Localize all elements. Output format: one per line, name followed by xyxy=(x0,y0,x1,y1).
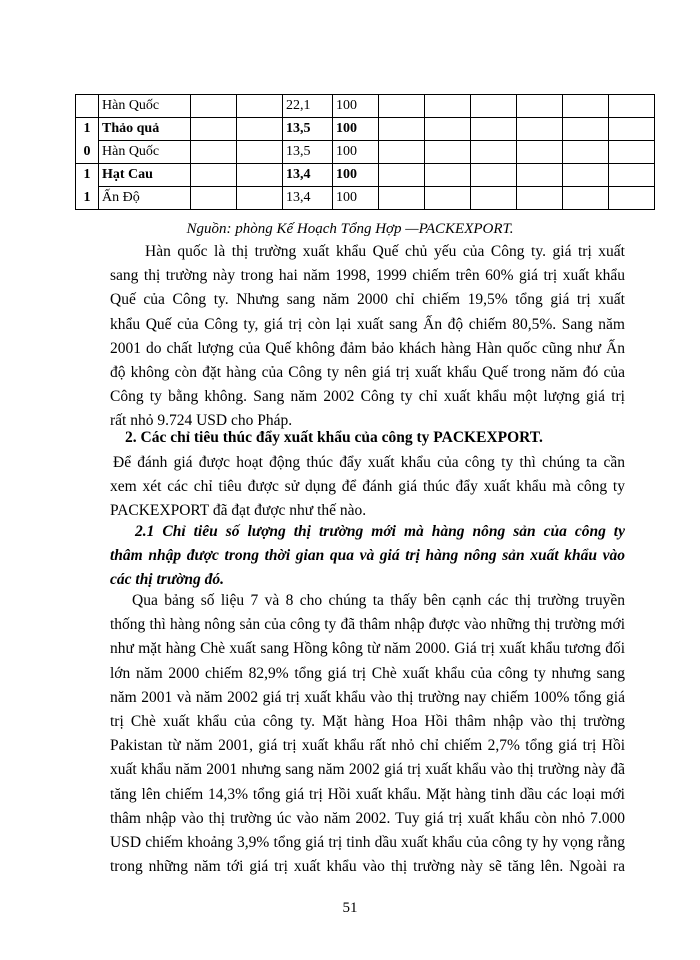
text-line: Pakistan từ năm 2001, giá trị xuất khẩu rất nhỏ chỉ chiếm 2,7% tổng giá trị Hồi xyxy=(110,737,625,755)
cell-name: Ấn Độ xyxy=(99,187,191,210)
text-line: 2.1 Chỉ tiêu số lượng thị trường mới mà hàng nông sản của công ty xyxy=(135,523,625,540)
empty-cell xyxy=(425,118,471,141)
text-line: sang thị trường này trong hai năm 1998, 1999 chiếm trên 60% giá trị xuất khẩu xyxy=(110,267,625,285)
empty-cell xyxy=(425,141,471,164)
empty-cell xyxy=(517,187,563,210)
text-line: Quế của Công ty. Nhưng sang năm 2000 chỉ chiếm 19,5% tổng giá trị xuất xyxy=(110,291,625,309)
empty-cell xyxy=(379,118,425,141)
cell-value: 13,4 xyxy=(283,187,333,210)
empty-cell xyxy=(609,95,655,118)
cell-percent: 100 xyxy=(333,141,379,164)
cell-value: 13,4 xyxy=(283,164,333,187)
cell-no: 1 xyxy=(76,118,99,141)
table-row xyxy=(76,141,655,164)
empty-cell xyxy=(517,95,563,118)
text-line: USD chiếm khoảng 3,9% tổng giá trị tinh dầu xuất khẩu của công ty hy vọng rằng xyxy=(110,834,625,852)
empty-cell xyxy=(191,141,237,164)
table-row xyxy=(76,187,655,210)
text-line: như mặt hàng Chè xuất sang Hồng kông từ năm 2000. Giá trị xuất khẩu tương đối xyxy=(110,640,625,658)
cell-value: 13,5 xyxy=(283,141,333,164)
cell-percent: 100 xyxy=(333,118,379,141)
empty-cell xyxy=(379,164,425,187)
text-line: 2001 do chất lượng của Quế không đảm bảo khách hàng Hàn quốc cũng như Ấn xyxy=(110,339,625,357)
empty-cell xyxy=(609,141,655,164)
empty-cell xyxy=(379,187,425,210)
text-line: tăng lên chiếm 14,3% tổng giá trị Hồi xuất khẩu. Mặt hàng tinh dầu các loại mới xyxy=(110,785,625,803)
cell-name: Hàn Quốc xyxy=(99,95,191,118)
empty-cell xyxy=(425,95,471,118)
empty-cell xyxy=(471,95,517,118)
empty-cell xyxy=(237,118,283,141)
cell-no: 1 xyxy=(76,164,99,187)
text-line: khẩu Quế của Công ty, giá trị còn lại xuất sang Ấn độ chiếm 80,5%. Sang năm xyxy=(110,315,625,333)
empty-cell xyxy=(517,141,563,164)
empty-cell xyxy=(563,164,609,187)
empty-cell xyxy=(425,164,471,187)
empty-cell xyxy=(517,118,563,141)
text-line: xem xét các chỉ tiêu được sử dụng để đánh giá thúc đẩy xuất khẩu mà công ty xyxy=(110,478,625,496)
text-line: Công ty bằng không. Sang năm 2002 Công ty chỉ xuất khẩu một lượng giá trị xyxy=(110,388,625,406)
cell-value: 13,5 xyxy=(283,118,333,141)
text-line: năm 2001 và năm 2002 giá trị xuất khẩu vào thị trường nay chiếm 100% tổng giá xyxy=(110,688,625,706)
empty-cell xyxy=(237,95,283,118)
cell-percent: 100 xyxy=(333,95,379,118)
empty-cell xyxy=(609,118,655,141)
table-row xyxy=(76,118,655,141)
empty-cell xyxy=(425,187,471,210)
empty-cell xyxy=(563,118,609,141)
text-line: thâm nhập vào thị trường úc vào năm 2002. Tuy giá trị xuất khẩu còn nhỏ 7.000 xyxy=(110,809,625,827)
text-line: các thị trường đó. xyxy=(110,571,225,588)
cell-percent: 100 xyxy=(333,187,379,210)
empty-cell xyxy=(517,164,563,187)
cell-name: Hạt Cau xyxy=(99,164,191,187)
cell-no xyxy=(76,95,99,118)
empty-cell xyxy=(191,95,237,118)
text-line: lớn năm 2000 chiếm 82,9% tổng giá trị Chè xuất khẩu của công ty nhưng sang xyxy=(110,664,625,682)
text-line: thâm nhập được trong thời gian qua và giá trị hàng nông sản xuất khẩu vào xyxy=(110,547,625,564)
text-line: độ không còn đặt hàng của Công ty nên giá trị xuất khẩu Quế trong năm đó của xyxy=(110,364,625,382)
empty-cell xyxy=(237,187,283,210)
empty-cell xyxy=(471,187,517,210)
paragraph-3 xyxy=(110,589,625,879)
subsection-heading xyxy=(110,520,625,592)
empty-cell xyxy=(471,164,517,187)
empty-cell xyxy=(237,164,283,187)
paragraph-2 xyxy=(110,451,625,524)
text-line: Để đánh giá được hoạt động thúc đẩy xuất khẩu của công ty thì chúng ta cần xyxy=(113,454,625,471)
empty-cell xyxy=(191,164,237,187)
empty-cell xyxy=(379,95,425,118)
cell-no: 1 xyxy=(76,187,99,210)
empty-cell xyxy=(471,141,517,164)
empty-cell xyxy=(609,187,655,210)
cell-no: 0 xyxy=(76,141,99,164)
paragraph-1 xyxy=(110,240,625,434)
text-line: Qua bảng số liệu 7 và 8 cho chúng ta thấy bên cạnh các thị trường truyền xyxy=(132,592,625,609)
text-line: PACKEXPORT đã đạt được như thế nào. xyxy=(110,502,367,520)
text-line: rất nhỏ 9.724 USD cho Pháp. xyxy=(110,412,293,430)
empty-cell xyxy=(191,187,237,210)
empty-cell xyxy=(379,141,425,164)
empty-cell xyxy=(563,95,609,118)
table-row xyxy=(76,164,655,187)
text-line: trong những năm tới giá trị xuất khẩu vào thị trường này sẽ tăng lên. Ngoài ra xyxy=(110,858,625,876)
table-source-note: Nguồn: phòng Kế Hoạch Tổng Hợp —PACKEXPORT. xyxy=(186,221,514,237)
empty-cell xyxy=(191,118,237,141)
empty-cell xyxy=(563,141,609,164)
table-row xyxy=(76,95,655,118)
text-line: Hàn quốc là thị trường xuất khẩu Quế chủ yếu của Công ty. giá trị xuất xyxy=(145,243,625,260)
text-line: trị Chè xuất khẩu của công ty. Mặt hàng Hoa Hồi thâm nhập vào thị trường xyxy=(110,713,625,731)
text-line: thống thì hàng nông sản của công ty đã thâm nhập được vào những thị trường mới xyxy=(110,616,625,634)
text-line: xuất khẩu năm 2001 nhưng sang năm 2002 giá trị xuất khẩu vào thị trường này đã xyxy=(110,761,625,779)
cell-name: Thảo quả xyxy=(99,118,191,141)
page-number: 51 xyxy=(342,900,358,916)
empty-cell xyxy=(563,187,609,210)
cell-percent: 100 xyxy=(333,164,379,187)
empty-cell xyxy=(609,164,655,187)
section-heading: 2. Các chỉ tiêu thúc đẩy xuất khẩu của công ty PACKEXPORT. xyxy=(125,429,543,446)
cell-name: Hàn Quốc xyxy=(99,141,191,164)
empty-cell xyxy=(237,141,283,164)
empty-cell xyxy=(471,118,517,141)
cell-value: 22,1 xyxy=(283,95,333,118)
data-table xyxy=(75,94,655,210)
